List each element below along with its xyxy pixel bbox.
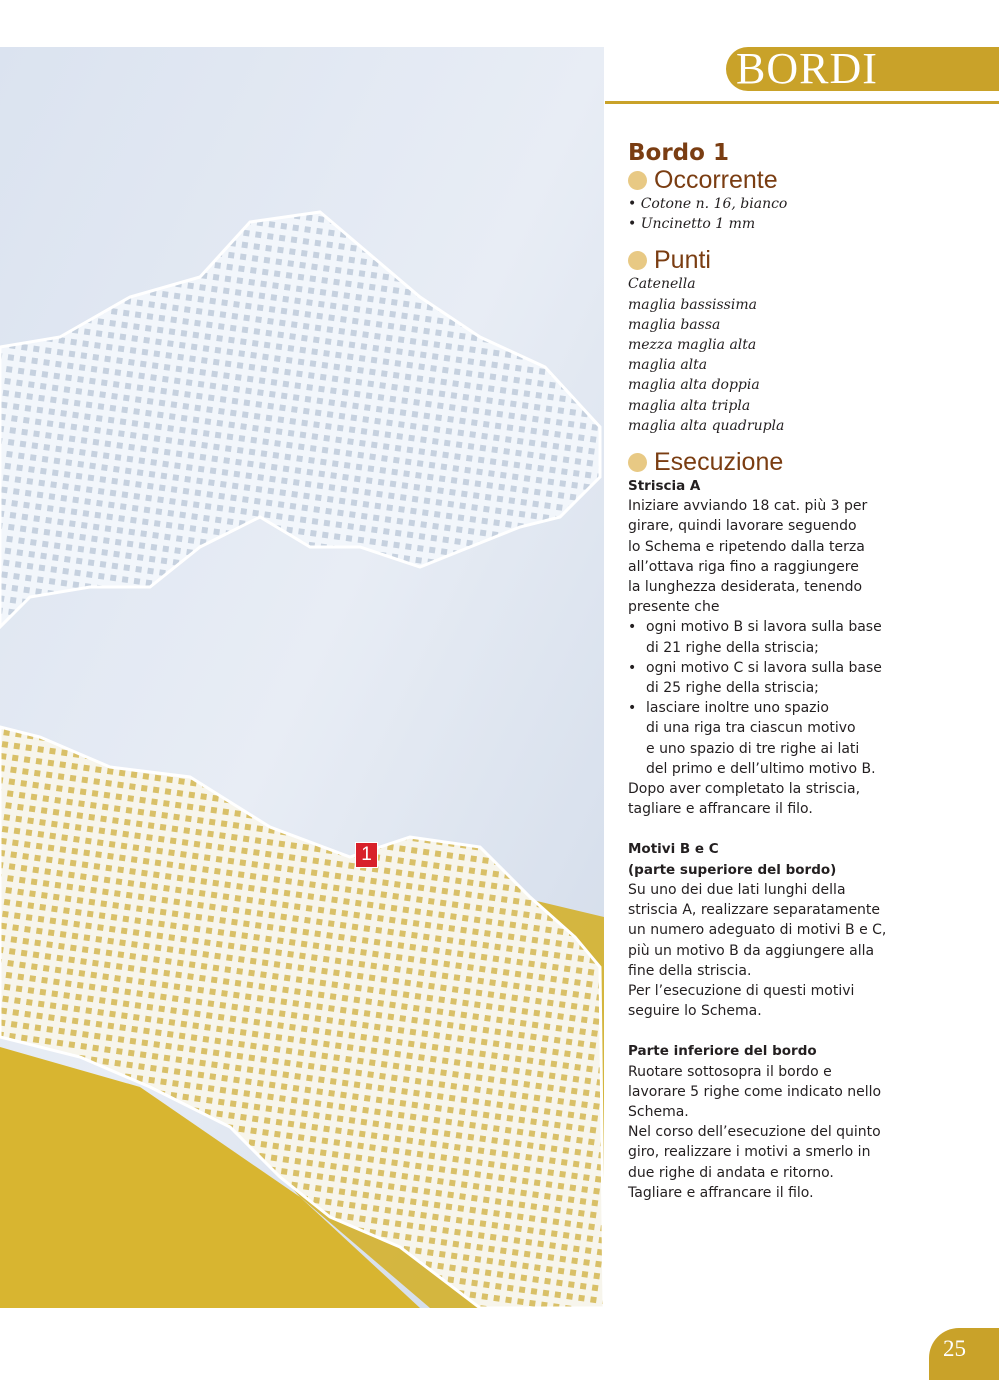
inferiore-line: Schema.	[628, 1103, 689, 1120]
motivi-line: un numero adeguato di motivi B e C,	[628, 922, 887, 939]
occorrente-item: • Cotone n. 16, bianco	[628, 196, 788, 212]
inferiore-line: Ruotare sottosopra il bordo e	[628, 1063, 832, 1080]
bullet-item: • ogni motivo B si lavora sulla base di 21 righe della striscia;	[628, 617, 978, 657]
esecuzione-heading: Esecuzione	[628, 448, 978, 476]
bullet-dot-icon	[628, 251, 647, 270]
occorrente-heading: Occorrente	[628, 166, 978, 194]
bullet-icon: •	[628, 700, 637, 717]
motivi-title: Motivi B e C	[628, 841, 719, 858]
bullet-icon: •	[628, 619, 637, 636]
motivi-line: più un motivo B da aggiungere alla	[628, 942, 875, 959]
section-title: BORDI	[736, 44, 878, 93]
punti-item: mezza maglia alta	[628, 337, 757, 354]
punti-heading: Punti	[628, 246, 978, 274]
motivi-line: Su uno dei due lati lunghi della	[628, 881, 846, 898]
inferiore-line: Nel corso dell’esecuzione del quinto	[628, 1124, 881, 1141]
page-number-tab	[929, 1328, 999, 1380]
page-number: 25	[943, 1336, 966, 1361]
inferiore-line: lavorare 5 righe come indicato nello	[628, 1083, 882, 1100]
striscia-line: presente che	[628, 599, 720, 616]
after-line: tagliare e affrancare il filo.	[628, 801, 813, 818]
inferiore-line: due righe di andata e ritorno.	[628, 1164, 834, 1181]
motivi-line: seguire lo Schema.	[628, 1003, 762, 1020]
striscia-line: all’ottava riga fino a raggiungere	[628, 558, 859, 575]
inferiore-line: Tagliare e affrancare il filo.	[628, 1184, 814, 1201]
punti-item: maglia alta quadrupla	[628, 417, 785, 434]
after-line: Dopo aver completato la striscia,	[628, 781, 861, 798]
motivi-subtitle: (parte superiore del bordo)	[628, 861, 837, 878]
striscia-line: Iniziare avviando 18 cat. più 3 per	[628, 498, 868, 515]
bullet-icon: •	[628, 659, 637, 676]
pattern-title: Bordo 1	[628, 140, 729, 166]
motivi-line: fine della striscia.	[628, 962, 752, 979]
punti-item: maglia alta doppia	[628, 377, 760, 394]
bullet-item: • lasciare inoltre uno spazio di una riga tra ciascun motivo e uno spazio di tre righe ai lati del primo e dell’ultimo motivo B.	[628, 698, 978, 779]
punti-item: maglia bassissima	[628, 296, 757, 313]
crochet-photo	[0, 47, 604, 1308]
punti-item: maglia alta tripla	[628, 397, 751, 414]
bullet-dot-icon	[628, 171, 647, 190]
photo-marker: 1	[355, 842, 378, 868]
punti-item: maglia alta	[628, 357, 708, 374]
punti-item: maglia bassa	[628, 316, 721, 333]
striscia-line: lo Schema e ripetendo dalla terza	[628, 538, 865, 555]
bullet-item: • ogni motivo C si lavora sulla base di 25 righe della striscia;	[628, 658, 978, 698]
motivi-line: striscia A, realizzare separatamente	[628, 902, 881, 919]
striscia-line: girare, quindi lavorare seguendo	[628, 518, 857, 535]
motivi-line: Per l’esecuzione di questi motivi	[628, 982, 855, 999]
striscia-line: la lunghezza desiderata, tenendo	[628, 579, 863, 596]
striscia-title: Striscia A	[628, 478, 701, 495]
instructions-column	[628, 140, 978, 1203]
bullet-dot-icon	[628, 453, 647, 472]
header-rule	[605, 101, 999, 104]
inferiore-line: giro, realizzare i motivi a smerlo in	[628, 1144, 871, 1161]
inferiore-title: Parte inferiore del bordo	[628, 1043, 817, 1060]
occorrente-item: • Uncinetto 1 mm	[628, 216, 756, 233]
punti-item: Catenella	[628, 276, 696, 293]
